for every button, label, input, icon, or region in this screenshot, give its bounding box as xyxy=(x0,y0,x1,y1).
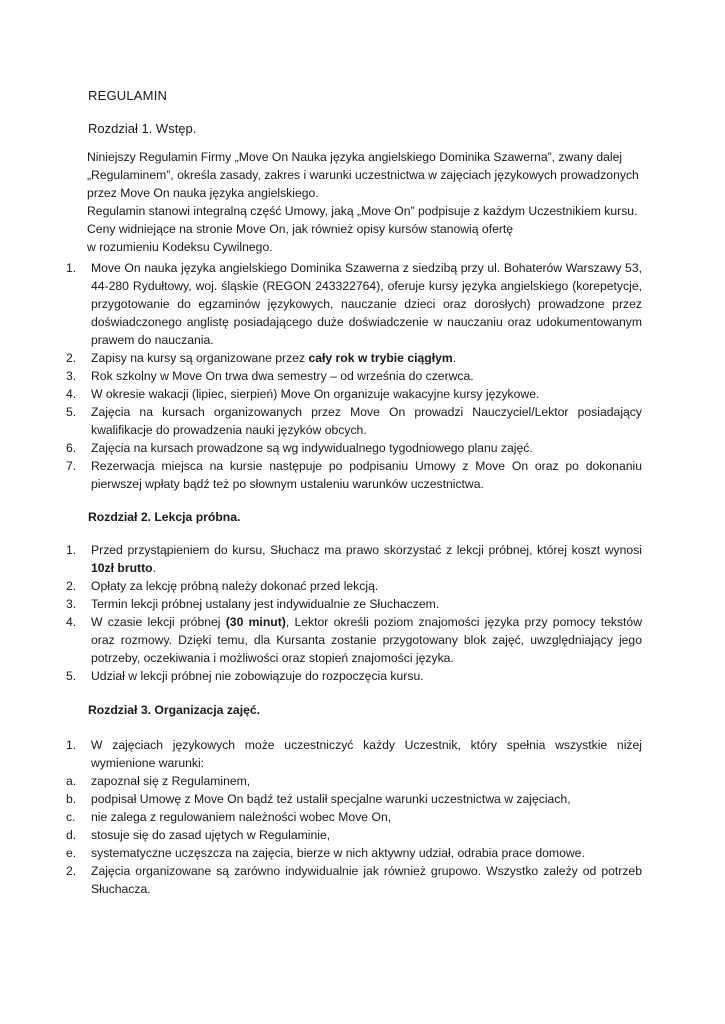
item-text: Przed przystąpieniem do kursu, Słuchacz ma prawo skorzystać z lekcji próbnej, której koszt wynosi xyxy=(91,543,642,557)
item-number: 2. xyxy=(66,579,77,593)
item-text: Udział w lekcji próbnej nie zobowiązuje do rozpoczęcia kursu. xyxy=(91,669,424,683)
item-letter: b. xyxy=(66,792,77,806)
item-number: 2. xyxy=(66,864,77,878)
list-item xyxy=(66,772,642,790)
list-item xyxy=(66,457,642,493)
intro-paragraph xyxy=(87,148,647,256)
list-item xyxy=(66,844,642,862)
list-item xyxy=(66,808,642,826)
item-text: Opłaty za lekcję próbną należy dokonać przed lekcją. xyxy=(91,579,379,593)
list-item xyxy=(66,595,642,613)
item-letter: a. xyxy=(66,774,77,788)
item-text: Termin lekcji próbnej ustalany jest indywidualnie ze Słuchaczem. xyxy=(91,597,440,611)
item-number: 5. xyxy=(66,405,77,419)
item-text: podpisał Umowę z Move On bądź też ustalił specjalne warunki uczestnictwa w zajęciach, xyxy=(91,792,571,806)
intro-line: Regulamin stanowi integralną część Umowy, jaką „Move On” podpisuje z każdym Uczestnikiem kursu. xyxy=(87,204,638,218)
item-number: 4. xyxy=(66,615,77,629)
item-number: 1. xyxy=(66,738,77,752)
list-item xyxy=(66,667,642,685)
chapter-2-heading: Rozdział 2. Lekcja próbna. xyxy=(88,510,241,524)
list-item xyxy=(66,541,642,577)
chapter-3-heading: Rozdział 3. Organizacja zajęć. xyxy=(88,703,261,717)
item-number: 3. xyxy=(66,369,77,383)
document-title: REGULAMIN xyxy=(88,88,168,103)
list-item xyxy=(66,736,642,772)
item-text-bold: 10zł brutto xyxy=(91,561,153,575)
item-number: 2. xyxy=(66,351,77,365)
list-item xyxy=(66,862,642,898)
item-number: 4. xyxy=(66,387,77,401)
item-text: Zajęcia na kursach organizowanych przez Move On prowadzi Nauczyciel/Lektor posiadający kwalifikacje do prowadzenia nauki języków obcych. xyxy=(91,405,642,437)
item-number: 6. xyxy=(66,441,77,455)
item-text: systematyczne uczęszcza na zajęcia, bierze w nich aktywny udział, odrabia prace domowe. xyxy=(91,846,585,860)
intro-line: Niniejszy Regulamin Firmy „Move On Nauka języka angielskiego Dominika Szawerna”, zwany dalej xyxy=(87,150,623,164)
item-text: . xyxy=(452,351,457,365)
list-item xyxy=(66,613,642,667)
item-number: 5. xyxy=(66,669,77,683)
item-text: W okresie wakacji (lipiec, sierpień) Move On organizuje wakacyjne kursy językowe. xyxy=(91,387,540,401)
intro-line: „Regulaminem”, określa zasady, zakres i warunki uczestnictwa w zajęciach językowych prowadzonych xyxy=(87,168,639,182)
item-text: zapoznał się z Regulaminem, xyxy=(91,774,251,788)
list-item xyxy=(66,826,642,844)
item-text-bold: (30 minut) xyxy=(225,615,286,629)
item-letter: d. xyxy=(66,828,77,842)
list-item xyxy=(66,403,642,439)
list-item xyxy=(66,439,642,457)
list-item xyxy=(66,577,642,595)
item-letter: c. xyxy=(66,810,76,824)
item-number: 3. xyxy=(66,597,77,611)
intro-line: Ceny widniejące na stronie Move On, jak również opisy kursów stanowią ofertę xyxy=(87,222,514,236)
chapter-2-list xyxy=(66,541,642,685)
item-number: 1. xyxy=(66,261,77,275)
chapter-1-heading: Rozdział 1. Wstęp. xyxy=(88,121,197,136)
intro-line: w rozumieniu Kodeksu Cywilnego. xyxy=(87,240,273,254)
list-item xyxy=(66,349,642,367)
item-number: 7. xyxy=(66,459,77,473)
list-item xyxy=(66,367,642,385)
item-letter: e. xyxy=(66,846,77,860)
item-text-bold: cały rok w trybie ciągłym xyxy=(308,351,453,365)
item-text: Move On nauka języka angielskiego Dominika Szawerna z siedzibą przy ul. Bohaterów Warszawy 53, 44-280 Rydułtowy, woj. śląskie (REGON 243322764), oferuje kursy języka angielskiego (korepetycje, przygotowanie do egzaminów językowych, nauczanie dzieci oraz dorosłych) prowadzone przez doświadczonego anglistę posiadającego duże doświadczenie w nauczaniu oraz udokumentowanym prawem do nauczania. xyxy=(91,261,642,347)
item-text: stosuje się do zasad ujętych w Regulaminie, xyxy=(91,828,331,842)
chapter-1-list xyxy=(66,259,642,493)
item-text: Zajęcia na kursach prowadzone są wg indywidualnego tygodniowego planu zajęć. xyxy=(91,441,533,455)
list-item xyxy=(66,790,642,808)
item-text: , Lektor określi poziom znajomości języka przy pomocy tekstów oraz rozmowy. Dzięki temu, dla Kursanta zostanie przygotowany blok zajęć, uwzględniający jego potrzeby, oczekiwania i możliwości oraz stopień znajomości języka. xyxy=(91,615,643,665)
item-text: W zajęciach językowych może uczestniczyć każdy Uczestnik, który spełnia wszystkie niżej wymienione warunki: xyxy=(91,738,642,770)
item-text: W czasie lekcji próbnej xyxy=(91,615,226,629)
chapter-3-list xyxy=(66,736,642,898)
item-text: Rok szkolny w Move On trwa dwa semestry – od września do czerwca. xyxy=(91,369,474,383)
item-text: nie zalega z regulowaniem należności wobec Move On, xyxy=(91,810,392,824)
list-item xyxy=(66,259,642,349)
list-item xyxy=(66,385,642,403)
item-text: Rezerwacja miejsca na kursie następuje po podpisaniu Umowy z Move On oraz po dokonaniu pierwszej wpłaty bądź też po słownym ustaleniu warunków uczestnictwa. xyxy=(91,459,642,491)
item-text: Zajęcia organizowane są zarówno indywidualnie jak również grupowo. Wszystko zależy od potrzeb Słuchacza. xyxy=(91,864,642,896)
intro-line: przez Move On nauka języka angielskiego. xyxy=(87,186,319,200)
item-number: 1. xyxy=(66,543,77,557)
item-text: . xyxy=(152,561,157,575)
item-text: Zapisy na kursy są organizowane przez xyxy=(91,351,309,365)
